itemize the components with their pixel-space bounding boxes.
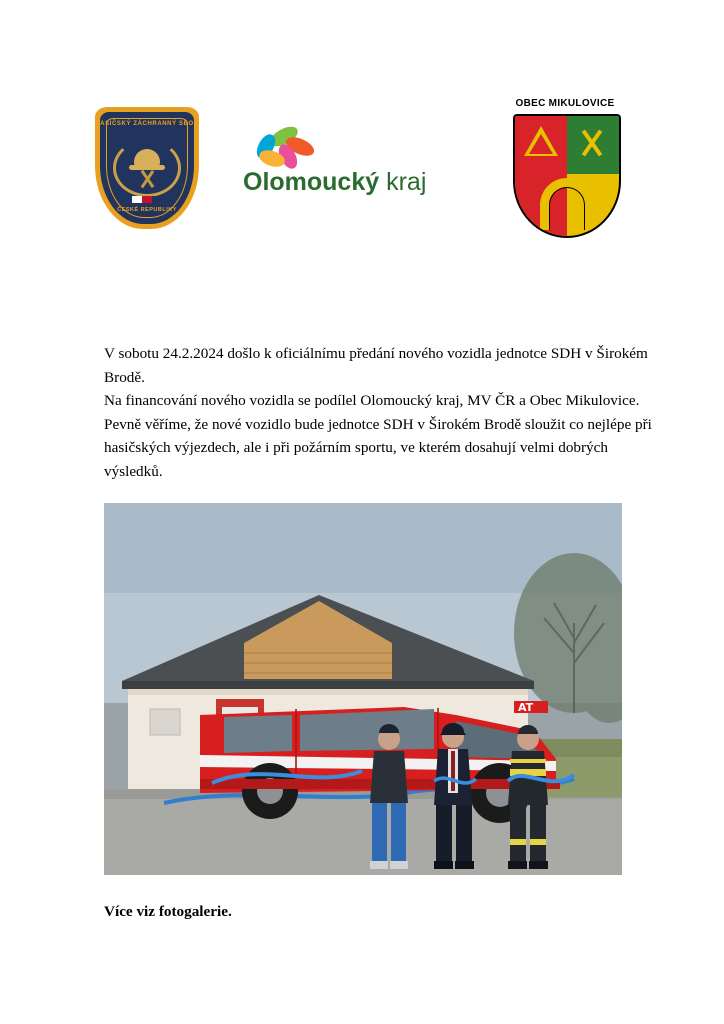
olomoucky-kraj-logo bbox=[243, 127, 457, 209]
petal-flower-icon bbox=[251, 129, 325, 171]
gallery-caption: Více viz fotogalerie. bbox=[104, 903, 232, 920]
triangle-inner-icon bbox=[529, 134, 553, 154]
obec-mikulovice-title: OBEC MIKULOVICE bbox=[515, 98, 615, 109]
paragraph-2: Na financování nového vozidla se podílel Olomoucký kraj, MV ČR a Obec Mikulovice. Pevně věříme, že nové vozidlo bude jednotce SDH v Širokém Brodě sloužit co nejlépe při hasičských výjezdech, ale i při požárním sportu, ve kterém dosahují velmi dobrých výsledků. bbox=[104, 392, 652, 480]
fire-truck-handover-photo bbox=[104, 503, 622, 875]
wordmark-regular: kraj bbox=[379, 168, 427, 196]
crossed-axes-icon bbox=[127, 169, 167, 187]
olomoucky-kraj-wordmark bbox=[243, 167, 457, 197]
svg-text:AT: AT bbox=[518, 701, 534, 714]
hzs-top-text: HASIČSKÝ ZÁCHRANNÝ SBOR bbox=[95, 121, 199, 127]
hzs-bottom-text: ČESKÉ REPUBLIKY bbox=[117, 207, 177, 213]
wordmark-bold: Olomoucký bbox=[243, 168, 380, 196]
obec-mikulovice-logo bbox=[501, 98, 629, 238]
document-body bbox=[104, 342, 662, 483]
logo-band bbox=[0, 88, 724, 248]
paragraph-1: V sobotu 24.2.2024 došlo k oficiálnímu předání nového vozidla jednotce SDH v Širokém Brodě. bbox=[104, 345, 648, 386]
czech-tricolor-icon bbox=[132, 196, 162, 203]
photo-illustration bbox=[104, 503, 622, 875]
coat-of-arms-shield-icon bbox=[513, 114, 621, 238]
hzs-cr-emblem bbox=[95, 107, 199, 229]
crossed-hammers-icon bbox=[573, 128, 611, 158]
mine-arch-icon bbox=[540, 178, 594, 230]
